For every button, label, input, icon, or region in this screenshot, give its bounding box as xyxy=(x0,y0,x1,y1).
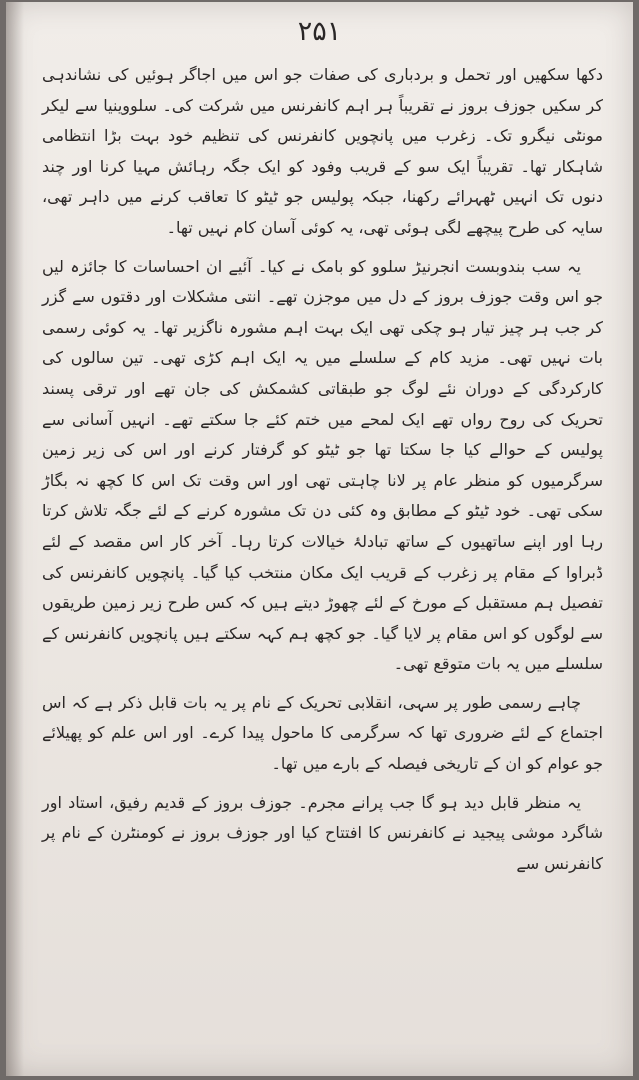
paragraph-4: یہ منظر قابل دید ہو گا جب پرانے مجرم۔ جوزف بروز کے قدیم رفیق، استاد اور شاگرد موشی پیجید نے کانفرنس کا افتتاح کیا اور جوزف بروز نے کومنٹرن کے نام پر کانفرنس سے xyxy=(42,792,603,873)
page-number: ۲۵۱ xyxy=(297,16,342,47)
paragraph-1: دکھا سکھیں اور تحمل و بردباری کی صفات جو اس میں اجاگر ہوئیں کی نشاندہی کر سکیں جوزف بروز نے تقریباً ہر اہم کانفرنس میں شرکت کی۔ سلووینیا سے لیکر مونٹی نیگرو تک۔ زغرب میں پانچویں کانفرنس کی تنظیم خود بہت بڑا انتظامی شاہکار تھا۔ تقریباً ایک سو کے قریب وفود کو ایک جگہ رہائش مہیا کرنا اور چند دنوں تک انہیں ٹھہرائے رکھنا، جبکہ پولیس جو ٹیٹو کا تعاقب کرنے میں داہر تھی، سایہ کی طرح پیچھے لگی ہوئی تھی، یہ کوئی آسان کام نہیں تھا۔ xyxy=(42,65,603,237)
page-edge-shadow xyxy=(6,2,24,1076)
page-body-text xyxy=(42,60,603,887)
paragraph-3: چاہے رسمی طور پر سہی، انقلابی تحریک کے نام پر یہ بات قابل ذکر ہے کہ اس اجتماع کے لئے ضروری تھا کہ سرگرمی کا ماحول پیدا کرے۔ اور اس علم کو پھیلائے جو عوام کو ان کے تاریخی فیصلہ کے بارے میں تھا۔ xyxy=(42,692,603,774)
book-page xyxy=(6,2,633,1076)
paragraph-2: یہ سب بندوبست انجرنیڑ سلوو کو بامک نے کیا۔ آئیے ان احساسات کا جائزہ لیں جو اس وقت جوزف بروز کے دل میں موجزن تھے۔ انتی مشکلات اور دقتوں سے گزر کر جب ہر چیز تیار ہو چکی تھی ایک بہت اہم مشورہ ناگزیر تھا۔ یہ کوئی رسمی بات نہیں تھی۔ مزید کام کے سلسلے میں یہ ایک اہم کڑی تھی۔ تین سالوں کی کارکردگی کے دوران نئے لوگ جو طبقاتی کشمکش کی جان تھے اور ترقی پسند تحریک کی روح رواں تھے ایک لمحے میں ختم کئے جا سکتے تھے۔ انہیں آسانی سے پولیس کے حوالے کیا جا سکتا تھا جو ٹیٹو کو گرفتار کرنے اور اس کی زیر زمین سرگرمیوں کو منظر عام پر لانا چاہتی تھی اور اس وقت تک اس کا کچھ نہ بگاڑ سکی تھی۔ خود ٹیٹو کے مطابق وہ کئی دن تک مشورہ کرنے کے لئے جگہ تلاش کرتا رہا اور اپنے ساتھیوں کے ساتھ تبادلۂ خیالات کرتا رہا۔ آخر کار اس مقصد کے لئے ڈبراوا کے مقام پر زغرب کے قریب ایک مکان منتخب کیا گیا۔ پانچویں کانفرنس کی تفصیل ہم مستقبل کے مورخ کے لئے چھوڑ دیتے ہیں کہ کس طرح زیر زمین طریقوں سے لوگوں کو اس مقام پر لایا گیا۔ جو کچھ ہم کہہ سکتے ہیں پانچویں کانفرنس کے سلسلے میں یہ بات متوقع تھی۔ xyxy=(42,256,603,674)
